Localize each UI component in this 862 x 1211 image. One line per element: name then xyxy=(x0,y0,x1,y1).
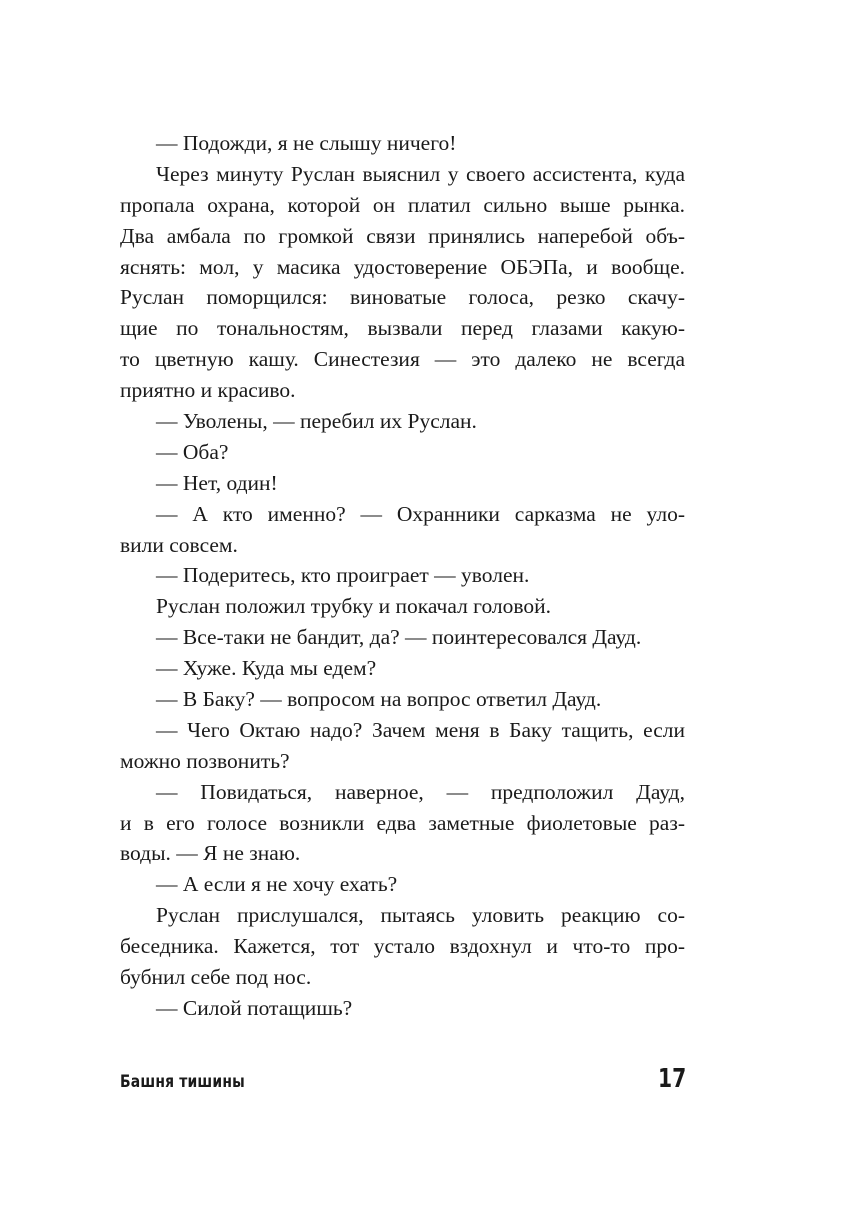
text-line: бубнил себе под нос. xyxy=(120,965,312,990)
text-line: — Чего Октаю надо? Зачем меня в Баку тащить, если xyxy=(156,717,685,742)
text-line: Два амбала по громкой связи принялись наперебой объ- xyxy=(120,223,685,248)
text-line: — Хуже. Куда мы едем? xyxy=(156,656,377,681)
text-line: яснять: мол, у масика удостоверение ОБЭПа, и вообще. xyxy=(120,254,685,279)
text-line: Через минуту Руслан выяснил у своего ассистента, куда xyxy=(156,161,685,186)
text-line: беседника. Кажется, тот устало вздохнул и что-то про- xyxy=(120,934,685,959)
page-number: 17 xyxy=(657,1064,686,1094)
running-footer-book-title: Башня тишины xyxy=(120,1072,245,1092)
text-line: — Оба? xyxy=(156,439,229,464)
text-line: приятно и красиво. xyxy=(120,378,296,403)
text-line: — Силой потащишь? xyxy=(156,995,353,1020)
text-line: и в его голосе возникли едва заметные фиолетовые раз- xyxy=(120,810,685,835)
text-line: Руслан поморщился: виноватые голоса, резко скачу- xyxy=(120,285,685,310)
text-line: пропала охрана, которой он платил сильно выше рынка. xyxy=(120,192,685,217)
text-line: щие по тональностям, вызвали перед глазами какую- xyxy=(120,316,685,341)
text-line: — Повидаться, наверное, — предположил Дауд, xyxy=(156,779,685,804)
page-body-text xyxy=(120,128,685,1024)
text-line: можно позвонить? xyxy=(120,748,290,773)
text-line: — А если я не хочу ехать? xyxy=(156,872,398,897)
text-line: Руслан прислушался, пытаясь уловить реакцию со- xyxy=(156,903,685,928)
text-line: — А кто именно? — Охранники сарказма не уло- xyxy=(156,501,685,526)
text-line: — Подеритесь, кто проиграет — уволен. xyxy=(156,563,530,588)
text-line: вили совсем. xyxy=(120,532,238,557)
text-line: то цветную кашу. Синестезия — это далеко не всегда xyxy=(120,347,685,372)
text-line: — В Баку? — вопросом на вопрос ответил Дауд. xyxy=(156,687,602,712)
text-line: — Подожди, я не слышу ничего! xyxy=(156,131,457,155)
text-line: — Нет, один! xyxy=(156,470,278,495)
text-line: — Уволены, — перебил их Руслан. xyxy=(156,409,477,434)
text-line: — Все-таки не бандит, да? — поинтересовался Дауд. xyxy=(156,625,642,650)
text-line: воды. — Я не знаю. xyxy=(120,841,301,866)
text-line: Руслан положил трубку и покачал головой. xyxy=(156,594,552,619)
